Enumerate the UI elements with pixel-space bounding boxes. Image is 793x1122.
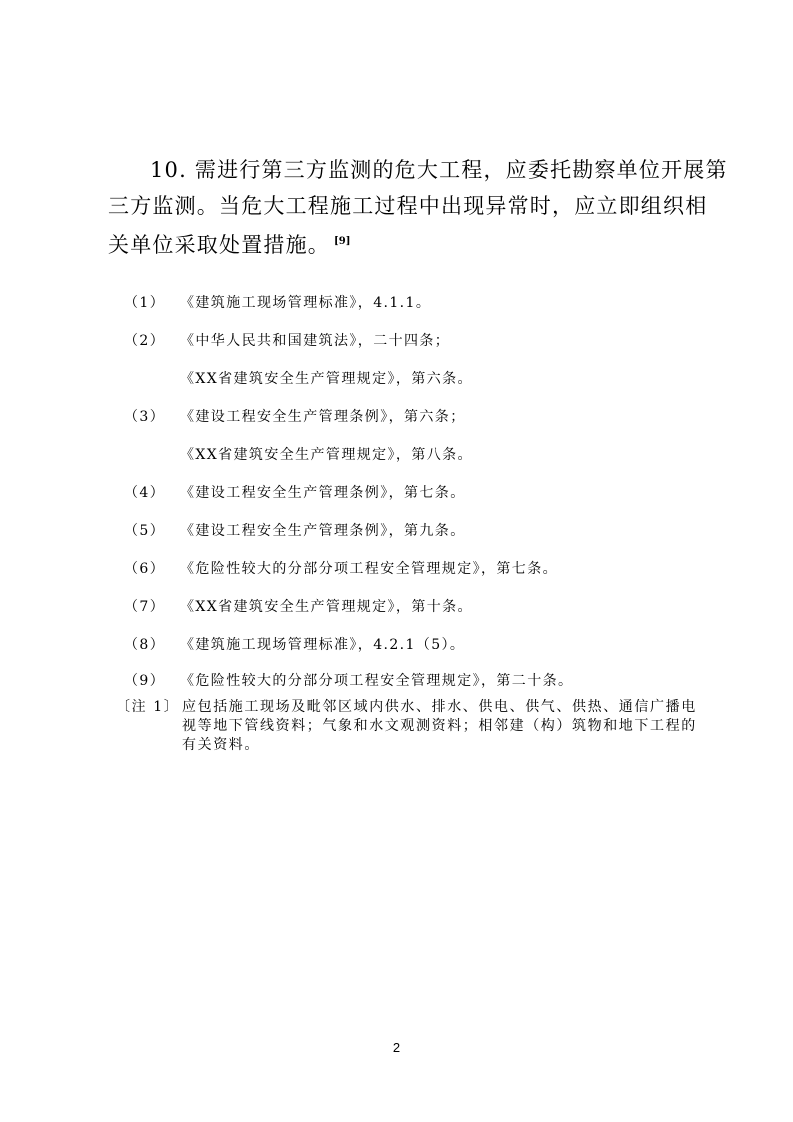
reference-text: 《危险性较大的分部分项工程安全管理规定》，第二十条。	[180, 673, 574, 689]
reference-text: 《建筑施工现场管理标准》，4.2.1（5）。	[180, 637, 466, 653]
page-number: 2	[392, 1040, 401, 1055]
note-text: 应包括施工现场及毗邻区域内供水、排水、供电、供气、供热、通信广播电视等地下管线资料；气象和水文观测资料；相邻建（构）筑物和地下工程的有关资料。	[182, 699, 697, 753]
reference-text: 《建设工程安全生产管理条例》，第九条。	[180, 523, 466, 539]
reference-text: 《XX省建筑安全生产管理规定》，第八条。	[180, 447, 473, 463]
reference-number: （3）	[124, 409, 166, 425]
reference-text: 《中华人民共和国建筑法》，二十四条；	[180, 333, 451, 349]
reference-number: （8）	[124, 637, 166, 653]
reference-text: 《建设工程安全生产管理条例》，第六条；	[180, 409, 466, 425]
footnote-reference: [9]	[334, 236, 351, 247]
clause-10-paragraph	[108, 152, 728, 263]
reference-number: （6）	[124, 561, 166, 577]
reference-text: 《XX省建筑安全生产管理规定》，第十条。	[180, 599, 473, 615]
note-label: 〔注 1〕	[116, 699, 180, 715]
reference-text: 《建设工程安全生产管理条例》，第七条。	[180, 485, 466, 501]
clause-10-text: 10. 需进行第三方监测的危大工程，应委托勘察单位开展第三方监测。当危大工程施工过程中出现异常时，应立即组织相关单位采取处置措施。	[108, 158, 728, 257]
reference-text: 《危险性较大的分部分项工程安全管理规定》，第七条。	[180, 561, 558, 577]
reference-number: （9）	[124, 673, 166, 689]
reference-number: （5）	[124, 523, 166, 539]
reference-text: 《建筑施工现场管理标准》，4.1.1。	[180, 295, 432, 311]
reference-number: （4）	[124, 485, 166, 501]
reference-number: （2）	[124, 333, 166, 349]
reference-text: 《XX省建筑安全生产管理规定》，第六条。	[180, 371, 473, 387]
reference-number: （7）	[124, 599, 166, 615]
reference-number: （1）	[124, 295, 166, 311]
